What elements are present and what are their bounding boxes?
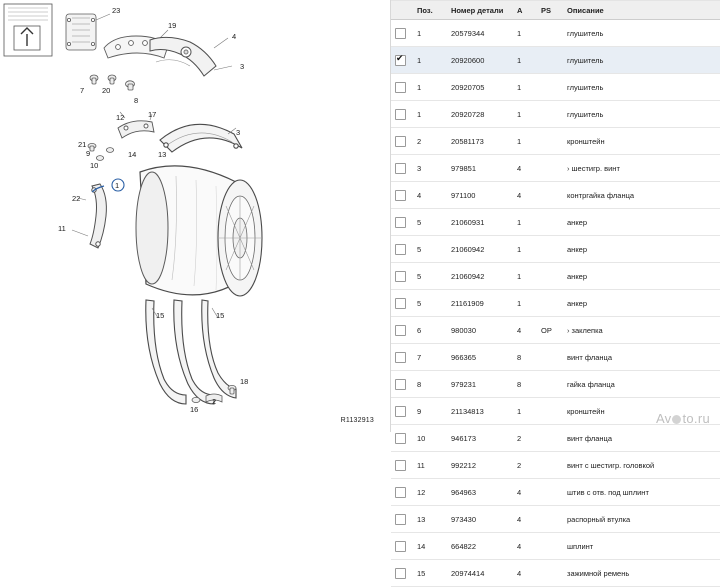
cell-description: глушитель	[563, 101, 720, 128]
cell-description: винт фланца	[563, 425, 720, 452]
row-checkbox-cell[interactable]	[391, 506, 413, 533]
row-checkbox[interactable]	[395, 325, 406, 336]
cell-position: 5	[413, 209, 447, 236]
cell-description: глушитель	[563, 74, 720, 101]
row-checkbox[interactable]	[395, 271, 406, 282]
cell-ps	[537, 344, 563, 371]
diagram-callout: 3	[236, 128, 241, 137]
row-checkbox-cell[interactable]	[391, 533, 413, 560]
cell-description: глушитель	[563, 20, 720, 47]
row-checkbox[interactable]	[395, 28, 406, 39]
sub-item-arrow-icon: ›	[567, 325, 570, 335]
cell-a: 4	[513, 479, 537, 506]
table-row[interactable]	[391, 20, 720, 47]
parts-table-body	[391, 20, 720, 587]
cell-position: 7	[413, 344, 447, 371]
cell-part-number[interactable]: 20579344	[447, 20, 513, 47]
diagram-callout: 14	[128, 150, 137, 159]
row-checkbox-cell[interactable]	[391, 236, 413, 263]
cell-a: 2	[513, 425, 537, 452]
row-checkbox-cell[interactable]	[391, 371, 413, 398]
cell-description	[563, 317, 720, 344]
row-checkbox[interactable]	[395, 568, 406, 579]
cell-description: анкер	[563, 209, 720, 236]
table-row[interactable]	[391, 47, 720, 74]
cell-a: 4	[513, 155, 537, 182]
cell-part-number[interactable]: 20974414	[447, 560, 513, 587]
table-row[interactable]	[391, 371, 720, 398]
watermark-suffix: to.ru	[682, 411, 710, 426]
cell-part-number[interactable]: 20920600	[447, 47, 513, 74]
cell-position: 1	[413, 74, 447, 101]
row-checkbox[interactable]	[395, 217, 406, 228]
cell-ps	[537, 236, 563, 263]
row-checkbox-cell[interactable]	[391, 128, 413, 155]
diagram-callout: 2	[212, 397, 217, 406]
row-checkbox[interactable]	[395, 109, 406, 120]
table-row[interactable]	[391, 290, 720, 317]
row-checkbox-cell[interactable]	[391, 47, 413, 74]
cell-description: контргайка фланца	[563, 182, 720, 209]
row-checkbox-cell[interactable]	[391, 209, 413, 236]
diagram-callout: 22	[72, 194, 81, 203]
cell-a: 8	[513, 371, 537, 398]
cell-position: 4	[413, 182, 447, 209]
cell-description: гайка фланца	[563, 371, 720, 398]
cell-part-number[interactable]: 20581173	[447, 128, 513, 155]
cell-ps	[537, 452, 563, 479]
cell-position: 1	[413, 20, 447, 47]
diagram-callout: 19	[168, 21, 177, 30]
table-row[interactable]	[391, 263, 720, 290]
cell-description: зажимной ремень	[563, 560, 720, 587]
cell-a: 4	[513, 560, 537, 587]
cell-part-number[interactable]: 21060931	[447, 209, 513, 236]
diagram-callout: 17	[148, 110, 157, 119]
column-header-position[interactable]: Поз.	[413, 1, 447, 20]
column-header-select[interactable]	[391, 1, 413, 20]
row-checkbox-cell[interactable]	[391, 344, 413, 371]
row-checkbox[interactable]	[395, 460, 406, 471]
cell-ps	[537, 47, 563, 74]
table-row[interactable]	[391, 182, 720, 209]
cell-a: 1	[513, 290, 537, 317]
column-header-a[interactable]: A	[513, 1, 537, 20]
cell-part-number[interactable]: 971100	[447, 182, 513, 209]
cell-description: анкер	[563, 236, 720, 263]
diagram-callout: 9	[86, 149, 91, 158]
cell-position: 5	[413, 263, 447, 290]
table-row[interactable]	[391, 209, 720, 236]
cell-part-number[interactable]: 20920705	[447, 74, 513, 101]
table-header-row	[391, 1, 720, 20]
exploded-diagram-pane	[0, 0, 391, 432]
table-row[interactable]	[391, 317, 720, 344]
table-row[interactable]	[391, 533, 720, 560]
cell-part-number[interactable]: 21060942	[447, 263, 513, 290]
cell-ps	[537, 20, 563, 47]
cell-description-text: заклепка	[571, 325, 603, 335]
row-checkbox[interactable]	[395, 379, 406, 390]
cell-position: 5	[413, 290, 447, 317]
cell-part-number[interactable]: 973430	[447, 506, 513, 533]
diagram-callout: 21	[78, 140, 87, 149]
cell-ps	[537, 128, 563, 155]
cell-position: 5	[413, 236, 447, 263]
row-checkbox-cell[interactable]	[391, 452, 413, 479]
row-checkbox[interactable]	[395, 190, 406, 201]
table-row[interactable]	[391, 560, 720, 587]
diagram-callout: 13	[158, 150, 167, 159]
table-row[interactable]	[391, 398, 720, 425]
diagram-callout: 15	[156, 311, 165, 320]
row-checkbox-cell[interactable]	[391, 479, 413, 506]
cell-a: 1	[513, 236, 537, 263]
cell-a: 1	[513, 20, 537, 47]
cell-part-number[interactable]: 21134813	[447, 398, 513, 425]
cell-position: 13	[413, 506, 447, 533]
cell-a: 4	[513, 533, 537, 560]
row-checkbox[interactable]	[395, 406, 406, 417]
cell-part-number[interactable]: 21161909	[447, 290, 513, 317]
cell-a: 1	[513, 128, 537, 155]
row-checkbox-cell[interactable]	[391, 263, 413, 290]
cell-position: 10	[413, 425, 447, 452]
cell-position: 2	[413, 128, 447, 155]
diagram-reference-code: R1132913	[340, 417, 374, 424]
cell-ps	[537, 560, 563, 587]
row-checkbox[interactable]	[395, 163, 406, 174]
cell-ps	[537, 533, 563, 560]
sub-item-arrow-icon: ›	[567, 163, 570, 173]
table-row[interactable]	[391, 479, 720, 506]
table-row[interactable]	[391, 425, 720, 452]
cell-a: 2	[513, 452, 537, 479]
table-row[interactable]	[391, 236, 720, 263]
row-checkbox-cell[interactable]	[391, 560, 413, 587]
cell-ps: OP	[537, 317, 563, 344]
cell-description: шплинт	[563, 533, 720, 560]
cell-position: 8	[413, 371, 447, 398]
row-checkbox-cell[interactable]	[391, 74, 413, 101]
row-checkbox[interactable]	[395, 244, 406, 255]
cell-position: 9	[413, 398, 447, 425]
cell-part-number[interactable]: 966365	[447, 344, 513, 371]
diagram-svg	[0, 0, 390, 432]
cell-description: анкер	[563, 290, 720, 317]
row-checkbox[interactable]	[395, 82, 406, 93]
column-header-part-number[interactable]: Номер детали	[447, 1, 513, 20]
cell-ps	[537, 398, 563, 425]
cell-a: 1	[513, 263, 537, 290]
cell-ps	[537, 74, 563, 101]
cell-position: 6	[413, 317, 447, 344]
cell-ps	[537, 155, 563, 182]
row-checkbox-cell[interactable]	[391, 155, 413, 182]
cell-position: 12	[413, 479, 447, 506]
cell-a: 4	[513, 182, 537, 209]
cell-part-number[interactable]: 21060942	[447, 236, 513, 263]
cell-part-number[interactable]: 992212	[447, 452, 513, 479]
cell-description: распорный втулка	[563, 506, 720, 533]
parts-table	[391, 0, 720, 587]
cell-position: 14	[413, 533, 447, 560]
column-header-description[interactable]: Описание	[563, 1, 720, 20]
row-checkbox-cell[interactable]	[391, 290, 413, 317]
diagram-callout: 16	[190, 405, 199, 414]
cell-part-number[interactable]: 946173	[447, 425, 513, 452]
row-checkbox[interactable]	[395, 136, 406, 147]
cell-a: 1	[513, 209, 537, 236]
table-row[interactable]	[391, 74, 720, 101]
column-header-ps[interactable]: PS	[537, 1, 563, 20]
diagram-callout: 4	[232, 32, 237, 41]
row-checkbox-cell[interactable]	[391, 425, 413, 452]
diagram-callout-marker-1: 1	[115, 181, 120, 190]
cell-part-number[interactable]: 964963	[447, 479, 513, 506]
row-checkbox[interactable]	[395, 487, 406, 498]
cell-description: кронштейн	[563, 398, 720, 425]
cell-part-number[interactable]: 980030	[447, 317, 513, 344]
cell-description: кронштейн	[563, 128, 720, 155]
row-checkbox-cell[interactable]	[391, 317, 413, 344]
diagram-callout: 20	[102, 86, 111, 95]
cell-ps	[537, 263, 563, 290]
table-row[interactable]	[391, 101, 720, 128]
table-row[interactable]	[391, 155, 720, 182]
cell-ps	[537, 506, 563, 533]
cell-ps	[537, 182, 563, 209]
cell-part-number[interactable]: 979851	[447, 155, 513, 182]
cell-description: анкер	[563, 263, 720, 290]
cell-ps	[537, 209, 563, 236]
row-checkbox[interactable]	[395, 541, 406, 552]
cell-a: 8	[513, 344, 537, 371]
parts-table-pane	[391, 0, 720, 578]
cell-ps	[537, 290, 563, 317]
row-checkbox[interactable]	[395, 514, 406, 525]
table-row[interactable]	[391, 452, 720, 479]
cell-position: 15	[413, 560, 447, 587]
cell-a: 4	[513, 317, 537, 344]
diagram-callout: 15	[216, 311, 225, 320]
row-checkbox[interactable]	[395, 352, 406, 363]
cell-ps	[537, 479, 563, 506]
cell-a: 1	[513, 47, 537, 74]
cell-description: винт с шестигр. головкой	[563, 452, 720, 479]
diagram-callout: 7	[80, 86, 85, 95]
diagram-callout: 12	[116, 113, 125, 122]
row-checkbox-cell[interactable]	[391, 182, 413, 209]
diagram-callout: 10	[90, 161, 99, 170]
cell-description	[563, 155, 720, 182]
cell-a: 4	[513, 506, 537, 533]
row-checkbox[interactable]	[395, 55, 406, 66]
row-checkbox[interactable]	[395, 433, 406, 444]
cell-description-text: шестигр. винт	[571, 163, 620, 173]
cell-description: штив с отв. под шплинт	[563, 479, 720, 506]
cell-position: 11	[413, 452, 447, 479]
row-checkbox[interactable]	[395, 298, 406, 309]
cell-position: 1	[413, 47, 447, 74]
cell-a: 1	[513, 74, 537, 101]
diagram-callout: 18	[240, 377, 249, 386]
cell-position: 3	[413, 155, 447, 182]
table-row[interactable]	[391, 128, 720, 155]
cell-part-number[interactable]: 20920728	[447, 101, 513, 128]
diagram-callout: 11	[58, 224, 66, 233]
table-row[interactable]	[391, 344, 720, 371]
diagram-callout: 23	[112, 6, 121, 15]
cell-ps	[537, 101, 563, 128]
row-checkbox-cell[interactable]	[391, 398, 413, 425]
watermark-prefix: Av	[655, 411, 672, 426]
cell-position: 1	[413, 101, 447, 128]
cell-description: винт фланца	[563, 344, 720, 371]
diagram-callout: 3	[240, 62, 245, 71]
cell-part-number[interactable]: 664822	[447, 533, 513, 560]
table-row[interactable]	[391, 506, 720, 533]
row-checkbox-cell[interactable]	[391, 20, 413, 47]
cell-a: 1	[513, 101, 537, 128]
cell-ps	[537, 425, 563, 452]
diagram-callout: 8	[134, 96, 139, 105]
cell-a: 1	[513, 398, 537, 425]
cell-ps	[537, 371, 563, 398]
row-checkbox-cell[interactable]	[391, 101, 413, 128]
cell-description: глушитель	[563, 47, 720, 74]
cell-part-number[interactable]: 979231	[447, 371, 513, 398]
